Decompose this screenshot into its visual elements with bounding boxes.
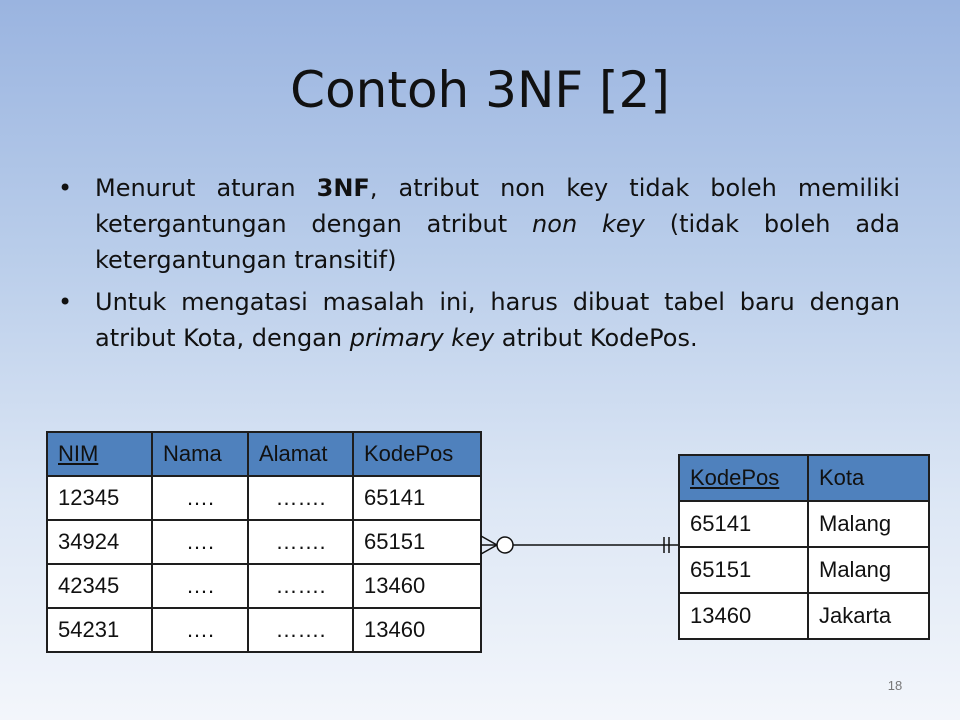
cell-nama: …. [152,564,248,608]
cell-nama: …. [152,608,248,652]
bullet-italic-term: non key [532,210,645,238]
slide-title: Contoh 3NF [2] [290,61,670,119]
cell-nim: 54231 [47,608,152,652]
column-header-alamat: Alamat [248,432,353,476]
cell-nim: 42345 [47,564,152,608]
bullet-italic-term: primary key [349,324,495,352]
bullet-text: , atribut non key tidak boleh memiliki ketergantungan dengan atribut [95,174,900,238]
cell-nama: …. [152,476,248,520]
bullet-text: (tidak boleh ada ketergantungan transitif) [95,210,900,274]
bullet-dot: • [58,288,73,316]
cell-alamat: ……. [248,564,353,608]
cell-kota: Jakarta [808,593,929,639]
cell-nim: 12345 [47,476,152,520]
bullet-text: Menurut aturan [95,174,317,202]
cell-nim: 34924 [47,520,152,564]
bullet-dot: • [58,174,73,202]
crowfoot-prong-icon [481,536,497,545]
cell-kodepos: 13460 [353,564,481,608]
bullet-text: atribut KodePos. [494,324,698,352]
column-header-nim: NIM [47,432,152,476]
cell-alamat: ……. [248,520,353,564]
cell-kodepos: 13460 [679,593,808,639]
cell-kota: Malang [808,547,929,593]
cell-kodepos: 65151 [679,547,808,593]
cell-alamat: ……. [248,476,353,520]
cell-kodepos: 65141 [353,476,481,520]
cell-nama: …. [152,520,248,564]
column-header-kodepos: KodePos [353,432,481,476]
cell-kodepos: 65151 [353,520,481,564]
bullet-text: Untuk mengatasi masalah ini, harus dibuat tabel baru dengan atribut Kota, dengan [95,288,900,352]
cell-kodepos: 65141 [679,501,808,547]
cell-kota: Malang [808,501,929,547]
bullet-bold-term: 3NF [316,174,370,202]
crowfoot-prong-icon [481,545,497,554]
cell-kodepos: 13460 [353,608,481,652]
column-header-nama: Nama [152,432,248,476]
column-header-kota: Kota [808,455,929,501]
optional-circle-icon [497,537,513,553]
page-number: 18 [887,678,903,693]
column-header-kodepos: KodePos [679,455,808,501]
cell-alamat: ……. [248,608,353,652]
